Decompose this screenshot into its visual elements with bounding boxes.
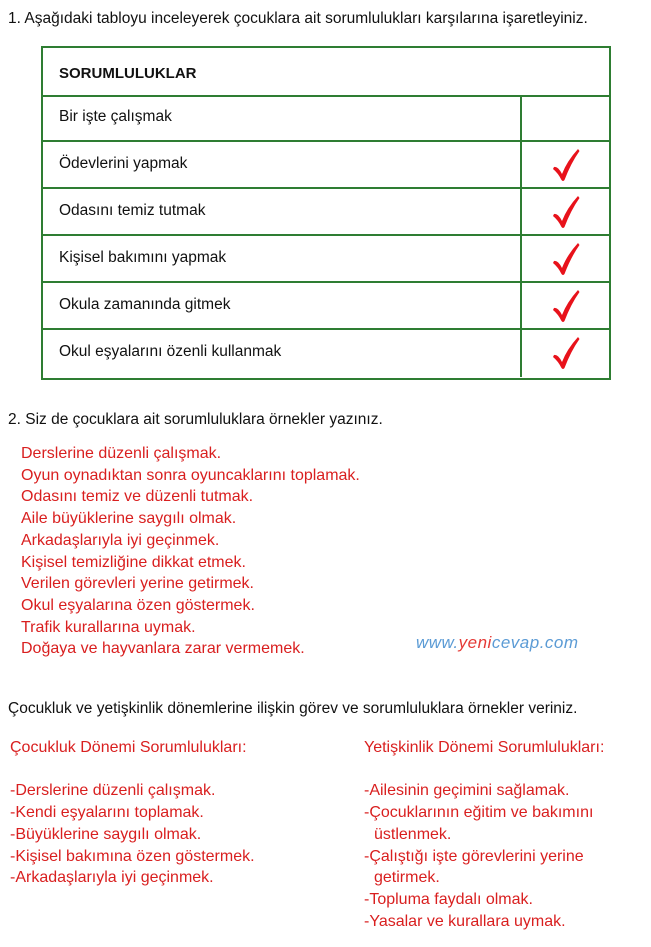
check-cell xyxy=(520,95,609,140)
adult-item: -Çocuklarının eğitim ve bakımını xyxy=(364,804,594,822)
example-item: Oyun oynadıktan sonra oyuncaklarını toplamak. xyxy=(21,466,360,484)
example-item: Verilen görevleri yerine getirmek. xyxy=(21,575,254,593)
row-label: Okul eşyalarını özenli kullanmak xyxy=(59,343,282,360)
row-label: Okula zamanında gitmek xyxy=(59,296,231,313)
responsibilities-table xyxy=(41,46,611,380)
check-cell xyxy=(520,330,609,377)
example-item: Doğaya ve hayvanlara zarar vermemek. xyxy=(21,640,305,658)
table-row xyxy=(43,142,609,189)
child-item: -Derslerine düzenli çalışmak. xyxy=(10,782,216,800)
question-2: 2. Siz de çocuklara ait sorumluluklara örnekler yazınız. xyxy=(8,411,383,428)
checkmark-icon xyxy=(551,147,581,183)
child-item: -Büyüklerine saygılı olmak. xyxy=(10,825,202,843)
table-row xyxy=(43,95,609,142)
check-cell xyxy=(520,189,609,234)
example-item: Arkadaşlarıyla iyi geçinmek. xyxy=(21,531,220,549)
checkmark-icon xyxy=(551,288,581,324)
spacer xyxy=(10,759,255,781)
example-item: Trafik kurallarına uymak. xyxy=(21,618,196,636)
table-row xyxy=(43,236,609,283)
adult-item: -Topluma faydalı olmak. xyxy=(364,890,533,908)
table-row xyxy=(43,189,609,236)
checkmark-icon xyxy=(551,335,581,371)
watermark-www: www. xyxy=(416,633,459,652)
child-item: -Arkadaşlarıyla iyi geçinmek. xyxy=(10,869,214,887)
row-label: Bir işte çalışmak xyxy=(59,108,172,125)
example-item: Kişisel temizliğine dikkat etmek. xyxy=(21,553,246,571)
example-item: Okul eşyalarına özen göstermek. xyxy=(21,596,255,614)
table-header-label: SORUMLULUKLAR xyxy=(59,65,197,82)
row-label: Ödevlerini yapmak xyxy=(59,155,188,172)
child-item: -Kişisel bakımına özen göstermek. xyxy=(10,847,255,865)
table-header xyxy=(43,48,609,97)
child-item: -Kendi eşyalarını toplamak. xyxy=(10,804,204,822)
table-row xyxy=(43,283,609,330)
child-list xyxy=(10,780,255,889)
example-item: Derslerine düzenli çalışmak. xyxy=(21,445,222,462)
watermark-yeni: yeni xyxy=(458,633,492,652)
adult-item: -Ailesinin geçimini sağlamak. xyxy=(364,782,570,800)
adult-title: Yetişkinlik Dönemi Sorumlulukları: xyxy=(364,739,605,756)
question-1: 1. Aşağıdaki tabloyu inceleyerek çocuklara ait sorumlulukları karşılarına işaretleyiniz. xyxy=(8,10,588,27)
row-label: Odasını temiz tutmak xyxy=(59,202,206,219)
example-item: Odasını temiz ve düzenli tutmak. xyxy=(21,488,254,506)
watermark-cevap: cevap xyxy=(491,633,540,652)
watermark xyxy=(416,633,579,653)
adult-responsibilities xyxy=(364,737,604,932)
child-responsibilities xyxy=(10,737,255,889)
check-cell xyxy=(520,236,609,281)
adult-item: -Çalıştığı işte görevlerini yerine xyxy=(364,847,584,865)
checkmark-icon xyxy=(551,241,581,277)
question-3: Çocukluk ve yetişkinlik dönemlerine ilişkin görev ve sorumluluklara örnekler veriniz. xyxy=(8,700,578,717)
check-cell xyxy=(520,142,609,187)
adult-item: -Yasalar ve kurallara uymak. xyxy=(364,912,566,930)
example-answers xyxy=(21,443,360,660)
adult-item: getirmek. xyxy=(374,869,440,887)
check-cell xyxy=(520,283,609,328)
table-row xyxy=(43,330,609,377)
watermark-com: .com xyxy=(539,633,579,652)
checkmark-icon xyxy=(551,194,581,230)
example-item: Aile büyüklerine saygılı olmak. xyxy=(21,510,237,528)
spacer xyxy=(364,759,604,781)
child-title: Çocukluk Dönemi Sorumlulukları: xyxy=(10,739,247,756)
row-label: Kişisel bakımını yapmak xyxy=(59,249,227,266)
adult-item: üstlenmek. xyxy=(374,825,452,843)
adult-list xyxy=(364,780,604,932)
